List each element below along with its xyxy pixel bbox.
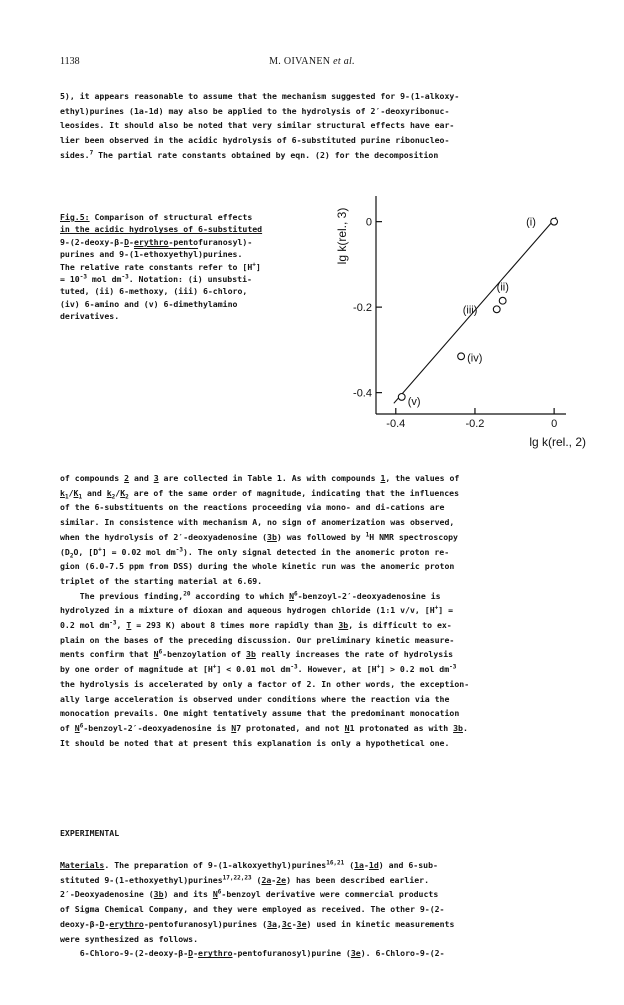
underlined-run: N	[289, 590, 294, 601]
text-run: ) was followed by	[276, 531, 366, 542]
underlined-run: 3a	[267, 918, 277, 929]
y-tick-label: 0	[365, 216, 372, 229]
text-run: are collected in Table 1. As with compounds	[158, 473, 381, 483]
underlined-run: 3b	[453, 722, 463, 733]
data-point	[398, 394, 405, 401]
superscript: -3	[109, 619, 117, 627]
caption-label: Fig.5:	[60, 212, 90, 222]
underlined-run: 3b	[267, 531, 277, 542]
subscript: 2	[125, 493, 129, 501]
text-run: -benzoyl-2′-deoxyadenosine is	[83, 722, 232, 733]
data-point-label: (iv)	[467, 352, 483, 365]
underlined-run: N	[212, 889, 218, 900]
text-run: ]	[255, 261, 261, 272]
y-axis-label: lg k(rel., 3)	[335, 207, 349, 265]
caption-line: derivatives.	[60, 311, 120, 322]
underlined-run: Materials	[60, 860, 105, 870]
text-run: -	[271, 874, 277, 885]
superscript: 6	[158, 648, 163, 656]
superscript: 1	[365, 531, 370, 539]
text-run: plain on the bases of the preceding discussion. Our preliminary kinetic measure-	[60, 634, 455, 645]
superscript: 16,21	[326, 859, 345, 867]
text-line	[60, 677, 590, 692]
underlined-run: N	[344, 722, 350, 733]
text-line	[60, 873, 590, 888]
text-run: ally large acceleration is observed under conditions where the reaction via the	[60, 693, 450, 704]
underlined-run: 1d	[368, 860, 379, 870]
text-run: ,	[276, 918, 282, 929]
text-run: ments confirm that	[60, 649, 154, 660]
text-run: sides.	[60, 149, 90, 160]
text-run: -benzoyl derivative were commercial products	[221, 889, 439, 900]
text-run: mol dm	[86, 274, 122, 285]
text-run: are of the same order of magnitude, indicating that the influences	[128, 487, 460, 498]
underlined-run: 3e	[296, 918, 307, 929]
text-run: gion (6.0-7.5 ppm from DSS) during the whole kinetic run was the anomeric proton	[60, 561, 455, 572]
text-line	[60, 662, 590, 677]
superscript: 6	[217, 888, 222, 896]
text-run: monocation prevails. One might tentatively assume that the predominant monocation	[60, 708, 460, 719]
data-point-label: (v)	[407, 395, 421, 408]
data-point	[551, 218, 558, 225]
underlined-run: K	[120, 487, 126, 498]
text-line	[60, 618, 590, 633]
text-line	[60, 647, 590, 662]
text-run: 1 protonated as with	[349, 722, 454, 733]
text-run: It should be noted that at present this explanation is only a hypothetical one.	[60, 737, 450, 748]
data-point	[493, 306, 500, 313]
text-run: D	[124, 236, 130, 247]
text-line	[60, 486, 590, 501]
underlined-run: 3e	[350, 948, 361, 959]
underlined-run: N	[153, 649, 159, 660]
caption-line	[60, 248, 320, 260]
text-run: -pentofuranosyl)purine (	[232, 948, 351, 959]
text-run: ) and 6-sub-	[378, 860, 438, 870]
text-run: when the hydrolysis of 2′-deoxyadenosine (	[60, 531, 268, 542]
underlined-run: 2e	[276, 874, 287, 885]
text-line	[60, 603, 590, 618]
text-run: Comparison of structural effects	[89, 212, 253, 222]
data-point-label: (i)	[526, 216, 536, 229]
underlined-run: 2	[124, 473, 130, 483]
text-line	[60, 932, 590, 947]
superscript: -3	[79, 273, 87, 281]
text-run: = 10	[60, 274, 80, 285]
text-line	[60, 887, 590, 902]
text-run: really increases the rate of hydrolysis	[255, 649, 454, 660]
text-run: , the values of	[385, 473, 460, 483]
text-line	[60, 574, 590, 589]
text-line	[60, 706, 590, 721]
paragraph-results	[60, 471, 590, 750]
text-line	[60, 946, 590, 961]
text-run: of the 6-substituents on the reactions proceeding via mono- and di-cations are	[60, 502, 445, 513]
superscript: +	[252, 260, 256, 268]
text-line	[60, 633, 590, 648]
text-run: H NMR spectroscopy	[369, 531, 458, 542]
text-run: ) used in kinetic measurements	[306, 918, 455, 929]
text-run: ) and its	[163, 889, 213, 900]
text-run: (	[251, 874, 262, 885]
text-run: and	[82, 487, 107, 498]
text-run: /	[68, 487, 74, 498]
text-run: (D	[60, 546, 70, 557]
text-line: leosides. It should also be noted that very similar structural effects have ear-	[60, 120, 455, 131]
text-run: of Sigma Chemical Company, and they were employed as received. The other 9-(2-	[60, 904, 445, 915]
text-run: ] =	[438, 605, 454, 616]
underlined-run: 1a	[354, 860, 364, 870]
text-run: -	[291, 918, 297, 929]
text-line	[60, 559, 590, 574]
subscript: 1	[64, 493, 69, 501]
text-run: (	[344, 860, 355, 870]
reference-superscript: 7	[89, 149, 94, 157]
underlined-run: 3b	[246, 649, 256, 660]
text-line	[60, 902, 590, 917]
text-run: = 293 K) about 8 times more rapidly than	[131, 620, 339, 631]
text-line	[60, 858, 590, 873]
subscript: 2	[111, 493, 116, 501]
superscript: +	[98, 545, 102, 553]
x-axis-label: lg k(rel., 2)	[529, 435, 586, 449]
underlined-run: N	[74, 722, 80, 733]
data-point-label: (iii)	[462, 304, 478, 317]
text-run: stituted 9-(1-ethoxyethyl)purines	[60, 874, 223, 885]
caption-line: (iv) 6-amino and (v) 6-dimethylamino	[60, 298, 238, 309]
text-line	[60, 589, 590, 604]
text-run: of compounds	[60, 473, 125, 483]
text-run: . Notation: (i) unsubsti-	[128, 274, 252, 285]
text-run: -pentofuranosyl)purines (	[143, 918, 268, 929]
y-tick-label: -0.4	[353, 387, 372, 400]
text-run: The previous finding,	[60, 590, 184, 601]
text-line	[60, 736, 590, 751]
text-run: -	[193, 948, 199, 959]
text-run: the hydrolysis is accelerated by only a factor of 2. In other words, the exception-	[60, 678, 470, 689]
paragraph-top	[60, 89, 590, 163]
running-head	[0, 56, 624, 67]
text-run: ) has been described earlier.	[286, 874, 430, 885]
text-line	[60, 471, 590, 486]
data-point	[458, 353, 465, 360]
text-run: ,	[116, 620, 127, 631]
text-line	[60, 692, 590, 707]
text-run: The partial rate constants obtained by eqn. (2) for the decomposition	[93, 149, 439, 160]
superscript: -3	[175, 545, 183, 553]
text-line	[60, 515, 590, 530]
caption-line: in the acidic hydrolyses of 6-substituted	[60, 224, 263, 235]
superscript: -3	[290, 663, 298, 671]
text-run: . The preparation of 9-(1-alkoxyethyl)purines	[104, 860, 327, 870]
text-line	[60, 917, 590, 932]
text-run: according to which	[190, 590, 290, 601]
superscript: +	[212, 663, 217, 671]
text-run: 2′-Deoxyadenosine (	[60, 889, 154, 900]
running-head-author-initial: M. O	[269, 56, 292, 67]
text-run: and	[129, 473, 154, 483]
text-run: 1-ethoxyethyl	[133, 249, 199, 260]
x-tick-label: -0.4	[386, 418, 406, 430]
underlined-run: k	[60, 487, 65, 498]
text-line	[60, 500, 590, 515]
running-head-author-rest: IVANEN	[291, 56, 331, 67]
text-run: /	[115, 487, 121, 498]
text-run: 9-(2-deoxy-β-	[60, 236, 125, 247]
text-run: triplet of the starting material at 6.69.	[60, 575, 263, 586]
running-head-et-al: et al.	[330, 56, 355, 67]
text-line	[60, 530, 590, 545]
text-run: . However, at [H	[297, 664, 377, 675]
superscript: -3	[121, 273, 129, 281]
text-line: 5), it appears reasonable to assume that the mechanism suggested for 9-(1-alkoxy-	[60, 91, 460, 101]
text-run: -benzoylation of	[162, 649, 247, 660]
caption-line: tuted, (ii) 6-methoxy, (iii) 6-chloro,	[60, 286, 248, 297]
text-run: -	[363, 860, 369, 870]
text-run: )purines.	[198, 249, 243, 260]
underlined-run: erythro	[198, 948, 233, 959]
text-run: O, [D	[73, 546, 99, 557]
text-run: ). 6-Chloro-9-(2-	[360, 948, 445, 959]
text-run: -pentofuranosyl)-	[168, 236, 253, 247]
data-point-label: (ii)	[496, 281, 509, 294]
section-heading-experimental: EXPERIMENTAL	[60, 828, 120, 838]
text-run: 7 protonated, and not	[236, 722, 345, 733]
text-run: -benzoyl-2′-deoxyadenosine is	[297, 590, 441, 601]
superscript: +	[434, 604, 439, 612]
underlined-run: D	[188, 948, 194, 959]
correlation-chart	[328, 186, 608, 456]
x-tick-label: 0	[551, 418, 558, 430]
text-run: purines and 9-(	[60, 249, 134, 260]
text-run: ). The only signal detected in the anomeric proton re-	[182, 546, 450, 557]
superscript: 17,22,23	[222, 873, 252, 881]
superscript: 6	[79, 722, 84, 730]
text-run: ] = 0.02 mol dm	[101, 546, 176, 557]
underlined-run: N	[231, 722, 237, 733]
underlined-run: 3b	[153, 889, 164, 900]
superscript: -3	[449, 663, 457, 671]
text-line: ethyl)purines (1a-1d) may also be applied to the hydrolysis of 2′-deoxyribonuc-	[60, 105, 450, 116]
caption-line	[60, 273, 320, 285]
paragraph-materials	[60, 858, 590, 961]
text-run: -	[129, 236, 134, 247]
subscript: 2	[69, 552, 74, 560]
caption-line	[60, 211, 320, 223]
text-run: hydrolyzed in a mixture of dioxan and aqueous hydrogen chloride (1:1 v/v, [H	[60, 605, 435, 616]
text-run: ] < 0.01 mol dm	[216, 664, 291, 675]
text-run: of	[60, 722, 75, 733]
chart-layer	[335, 196, 586, 449]
text-run: , is difficult to ex-	[348, 620, 452, 631]
data-point	[499, 297, 506, 304]
text-line	[60, 545, 590, 560]
underlined-run: 3	[153, 473, 159, 483]
text-run: deoxy-β-	[60, 918, 100, 929]
caption-line	[60, 261, 320, 273]
text-run: ] > 0.2 mol dm	[380, 664, 450, 675]
page-number: 1138	[60, 56, 80, 67]
underlined-run: 1	[380, 473, 386, 483]
text-run: by one order of magnitude at [H	[60, 664, 213, 675]
text-run: -	[104, 918, 110, 929]
superscript: 20	[183, 589, 191, 597]
underlined-run: T	[126, 620, 132, 631]
text-line: lier been observed in the acidic hydrolysis of 6-substituted purine ribonucleo-	[60, 135, 450, 146]
underlined-run: 3c	[281, 918, 292, 929]
text-run: 6-Chloro-9-(2-deoxy-β-	[60, 948, 189, 959]
superscript: +	[376, 663, 381, 671]
y-tick-label: -0.2	[353, 302, 372, 315]
underlined-run: k	[106, 487, 112, 498]
text-run: The relative rate constants refer to [H	[60, 261, 253, 272]
figure-caption	[60, 211, 320, 323]
text-run: erythro	[133, 236, 169, 247]
text-line	[60, 148, 590, 163]
subscript: 1	[78, 493, 83, 501]
superscript: 6	[294, 589, 298, 597]
text-run: were synthesized as follows.	[60, 933, 199, 944]
underlined-run: 2a	[261, 874, 272, 885]
caption-line	[60, 236, 320, 248]
underlined-run: K	[73, 487, 79, 498]
text-run: 0.2 mol dm	[60, 620, 110, 631]
text-run: .	[462, 722, 468, 733]
underlined-run: 3b	[338, 620, 349, 631]
x-tick-label: -0.2	[465, 418, 485, 430]
text-run: similar. In consistence with mechanism A, no sign of anomerization was observed,	[60, 517, 455, 528]
underlined-run: erythro	[109, 918, 144, 929]
underlined-run: D	[99, 918, 105, 929]
text-line	[60, 721, 590, 736]
